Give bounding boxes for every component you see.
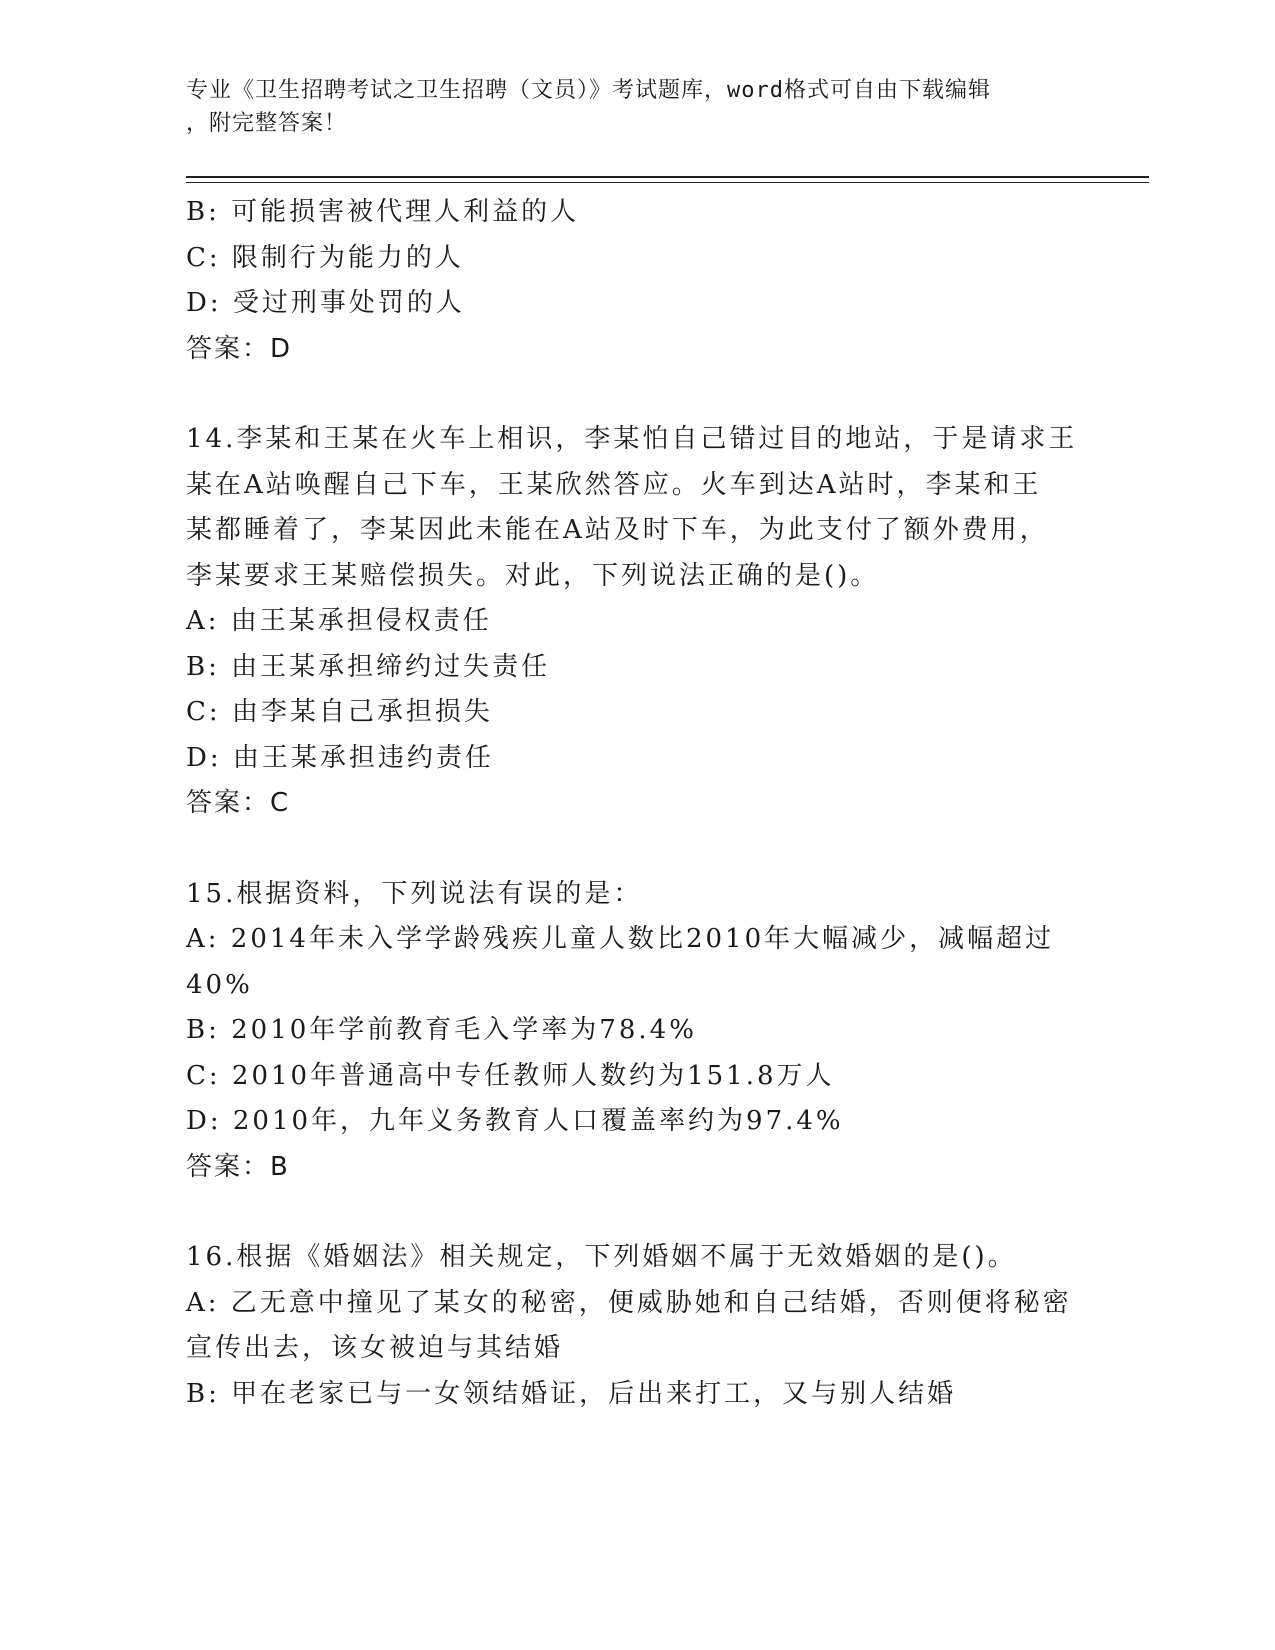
q15-option-b: B: 2010年学前教育毛入学率为78.4% <box>186 1015 697 1045</box>
page-header <box>186 74 1066 140</box>
q16-option-a-line-2: 宣传出去，该女被迫与其结婚 <box>186 1333 564 1363</box>
question-list <box>186 190 1086 1417</box>
q13-option-d: D: 受过刑事处罚的人 <box>186 288 465 318</box>
header-rule-thick <box>186 176 1149 178</box>
q13-answer: 答案：D <box>186 333 293 364</box>
question-15 <box>186 872 1086 1191</box>
q16-stem: 16.根据《婚姻法》相关规定，下列婚姻不属于无效婚姻的是()。 <box>186 1242 1017 1272</box>
question-16 <box>186 1235 1086 1417</box>
q16-option-a-line-1: A: 乙无意中撞见了某女的秘密，便威胁她和自己结婚，否则便将秘密 <box>186 1287 1072 1318</box>
q14-option-b: B: 由王某承担缔约过失责任 <box>186 651 551 682</box>
header-line-2: ，附完整答案！ <box>186 111 348 136</box>
header-line-1: 专业《卫生招聘考试之卫生招聘（文员）》考试题库，word格式可自由下载编辑 <box>186 78 991 103</box>
spacer <box>186 827 1086 872</box>
q14-answer: 答案：C <box>186 788 291 818</box>
q14-stem-line-1: 14.李某和王某在火车上相识，李某怕自己错过目的地站，于是请求王 <box>186 424 1078 454</box>
header-rule-thin <box>186 182 1149 183</box>
q14-stem-line-4: 李某要求王某赔偿损失。对此，下列说法正确的是()。 <box>186 560 880 591</box>
q15-stem: 15.根据资料，下列说法有误的是： <box>186 878 643 909</box>
q15-option-a-line-1: A: 2014年未入学学龄残疾儿童人数比2010年大幅减少，减幅超过 <box>186 924 1055 954</box>
q13-option-b: B: 可能损害被代理人利益的人 <box>186 197 580 227</box>
q15-answer: 答案：B <box>186 1151 290 1182</box>
q14-option-c: C: 由李某自己承担损失 <box>186 697 493 727</box>
q16-option-b: B: 甲在老家已与一女领结婚证，后出来打工，又与别人结婚 <box>186 1378 957 1409</box>
q13-option-c: C: 限制行为能力的人 <box>186 242 464 273</box>
spacer <box>186 1190 1086 1235</box>
q14-stem-line-3: 某都睡着了，李某因此未能在A站及时下车，为此支付了额外费用， <box>186 515 1049 545</box>
q15-option-c: C: 2010年普通高中专任教师人数约为151.8万人 <box>186 1060 835 1091</box>
q14-option-d: D: 由王某承担违约责任 <box>186 742 494 773</box>
q14-stem-line-2: 某在A站唤醒自己下车，王某欣然答应。火车到达A站时，李某和王 <box>186 469 1042 500</box>
q14-option-a: A: 由王某承担侵权责任 <box>186 606 492 636</box>
q15-option-d: D: 2010年，九年义务教育人口覆盖率约为97.4% <box>186 1106 844 1136</box>
question-13 <box>186 190 1086 372</box>
q15-option-a-line-2: 40% <box>186 969 253 1000</box>
question-14 <box>186 417 1086 827</box>
spacer <box>186 372 1086 417</box>
